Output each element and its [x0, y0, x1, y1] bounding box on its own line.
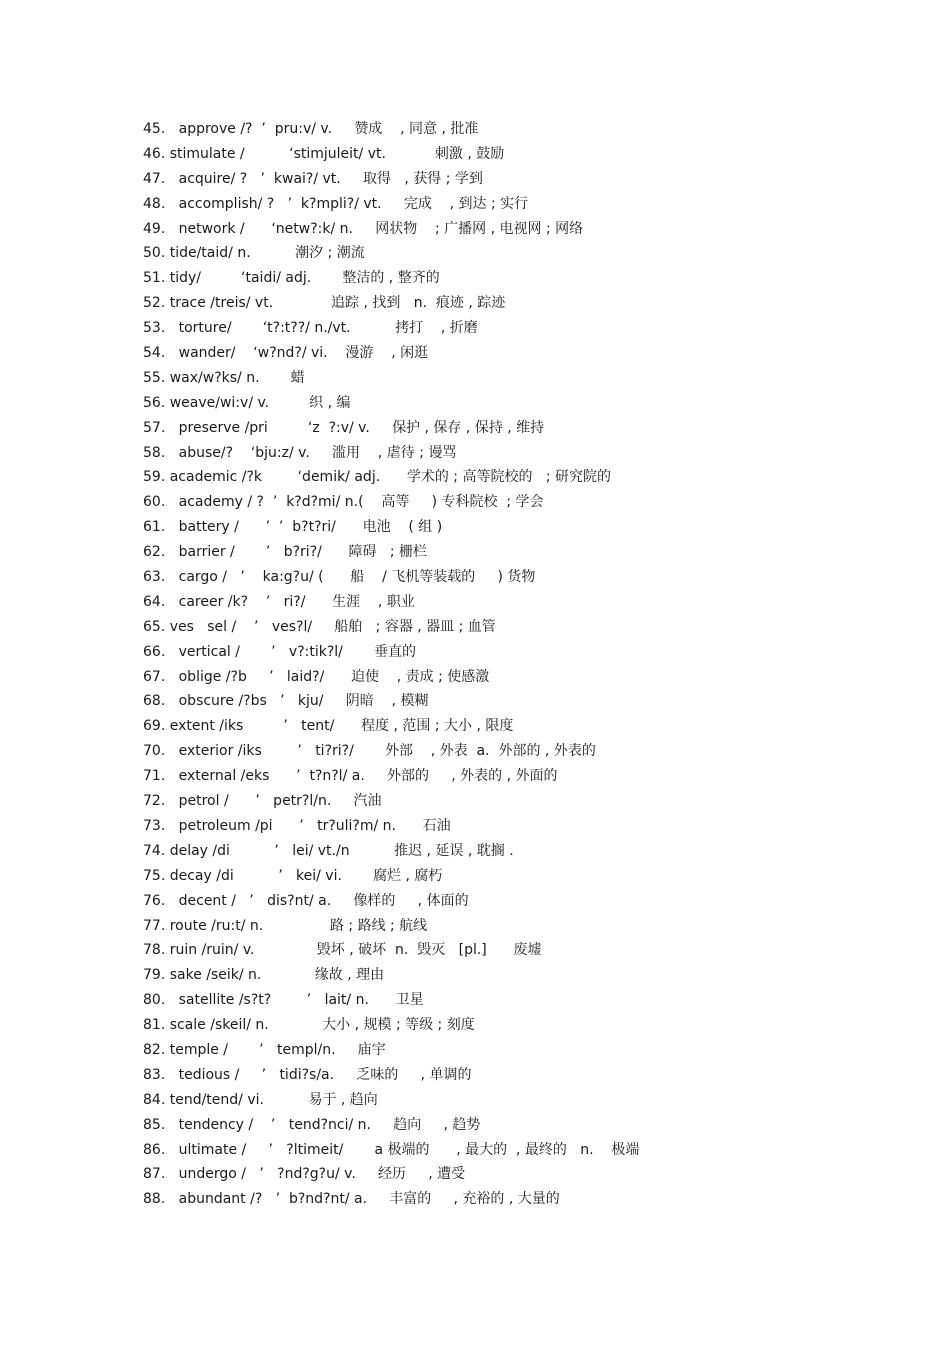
vocab-entry: 62. barrier / ’ b?ri?/ 障碍 ; 栅栏 — [143, 544, 428, 561]
vocab-entry: 70. exterior /iks ’ ti?ri?/ 外部 , 外表 a. 外部的 , 外表的 — [143, 743, 596, 760]
vocab-entry: 87. undergo / ’ ?nd?g?u/ v. 经历 , 遭受 — [143, 1166, 466, 1183]
vocab-entry: 83. tedious / ’ tidi?s/a. 乏味的 , 单调的 — [143, 1066, 472, 1083]
vocab-entry: 75. decay /di ’ kei/ vi. 腐烂 , 腐朽 — [143, 867, 443, 884]
vocab-entry: 53. torture/ ‘t?:t??/ n./vt. 拷打 , 折磨 — [143, 320, 478, 337]
vocab-entry: 85. tendency / ’ tend?nci/ n. 趋向 , 趋势 — [143, 1116, 481, 1133]
vocab-entry: 77. route /ru:t/ n. 路 ; 路线 ; 航线 — [143, 917, 428, 934]
vocab-entry: 49. network / ‘netw?:k/ n. 网状物 ; 广播网 , 电视网 ; 网络 — [143, 220, 584, 237]
vocab-entry: 55. wax/w?ks/ n. 蜡 — [143, 369, 305, 386]
vocab-entry: 79. sake /seik/ n. 缘故 , 理由 — [143, 967, 385, 984]
vocab-entry: 56. weave/wi:v/ v. 织 , 编 — [143, 394, 351, 411]
vocab-entry: 81. scale /skeil/ n. 大小 , 规模 ; 等级 ; 刻度 — [143, 1017, 475, 1034]
vocab-entry: 76. decent / ’ dis?nt/ a. 像样的 , 体面的 — [143, 892, 469, 909]
vocab-entry: 59. academic /?k ‘demik/ adj. 学术的 ; 高等院校的 ; 研究院的 — [143, 469, 611, 486]
vocab-entry: 66. vertical / ’ v?:tik?l/ 垂直的 — [143, 643, 417, 660]
vocab-entry: 54. wander/ ‘w?nd?/ vi. 漫游 , 闲逛 — [143, 345, 429, 362]
vocab-entry: 48. accomplish/ ? ’ k?mpli?/ vt. 完成 , 到达 ; 实行 — [143, 195, 529, 212]
vocab-entry: 80. satellite /s?t? ’ lait/ n. 卫星 — [143, 992, 424, 1009]
vocab-entry: 68. obscure /?bs ’ kju/ 阴暗 , 模糊 — [143, 693, 429, 710]
vocab-entry: 65. ves sel / ’ ves?l/ 船舶 ; 容器 , 器皿 ; 血管 — [143, 618, 496, 635]
vocab-entry: 45. approve /? ’ pru:v/ v. 赞成 , 同意 , 批准 — [143, 121, 479, 137]
vocab-entry: 84. tend/tend/ vi. 易于 , 趋向 — [143, 1091, 378, 1108]
vocab-entry: 86. ultimate / ’ ?ltimeit/ a 极端的 , 最大的 , 最终的 n. 极端 — [143, 1141, 640, 1158]
vocab-entry: 69. extent /iks ’ tent/ 程度 , 范围 ; 大小 , 限度 — [143, 718, 514, 735]
vocab-entry: 47. acquire/ ? ’ kwai?/ vt. 取得 , 获得 ; 学到 — [143, 170, 483, 187]
vocab-entry: 78. ruin /ruin/ v. 毁坏 , 破坏 n. 毁灭 [pl.] 废墟 — [143, 942, 542, 959]
vocab-entry: 64. career /k? ’ ri?/ 生涯 , 职业 — [143, 593, 415, 610]
vocab-entry: 88. abundant /? ’ b?nd?nt/ a. 丰富的 , 充裕的 , 大量的 — [143, 1191, 560, 1208]
vocab-entry: 71. external /eks ’ t?n?l/ a. 外部的 , 外表的 , 外面的 — [143, 768, 558, 785]
vocab-entry: 74. delay /di ’ lei/ vt./n 推迟 , 延误 , 耽搁 . — [143, 842, 514, 859]
vocab-entry: 50. tide/taid/ n. 潮汐 ; 潮流 — [143, 245, 365, 262]
vocab-entry: 52. trace /treis/ vt. 追踪 , 找到 n. 痕迹 , 踪迹 — [143, 295, 506, 312]
vocab-entry: 57. preserve /pri ‘z ?:v/ v. 保护 , 保存 , 保持 , 维持 — [143, 419, 545, 436]
vocab-entry: 58. abuse/? ‘bju:z/ v. 滥用 , 虐待 ; 谩骂 — [143, 444, 457, 461]
vocabulary-list — [143, 117, 639, 1212]
vocab-entry: 51. tidy/ ‘taidi/ adj. 整洁的 , 整齐的 — [143, 270, 440, 287]
vocab-entry: 46. stimulate / ‘stimjuleit/ vt. 刺激 , 鼓励 — [143, 145, 505, 162]
vocab-entry: 60. academy / ? ’ k?d?mi/ n.( 高等 ) 专科院校 ; 学会 — [143, 494, 544, 511]
vocab-entry: 67. oblige /?b ’ laid?/ 迫使 , 责成 ; 使感激 — [143, 668, 490, 685]
vocab-entry: 61. battery / ’ ’ b?t?ri/ 电池 ( 组 ) — [143, 519, 443, 536]
vocab-entry: 72. petrol / ’ petr?l/n. 汽油 — [143, 793, 382, 810]
vocab-entry: 63. cargo / ’ ka:g?u/ ( 船 / 飞机等装载的 ) 货物 — [143, 569, 536, 586]
vocab-entry: 73. petroleum /pi ’ tr?uli?m/ n. 石油 — [143, 817, 451, 834]
vocab-entry: 82. temple / ’ templ/n. 庙宇 — [143, 1041, 386, 1058]
